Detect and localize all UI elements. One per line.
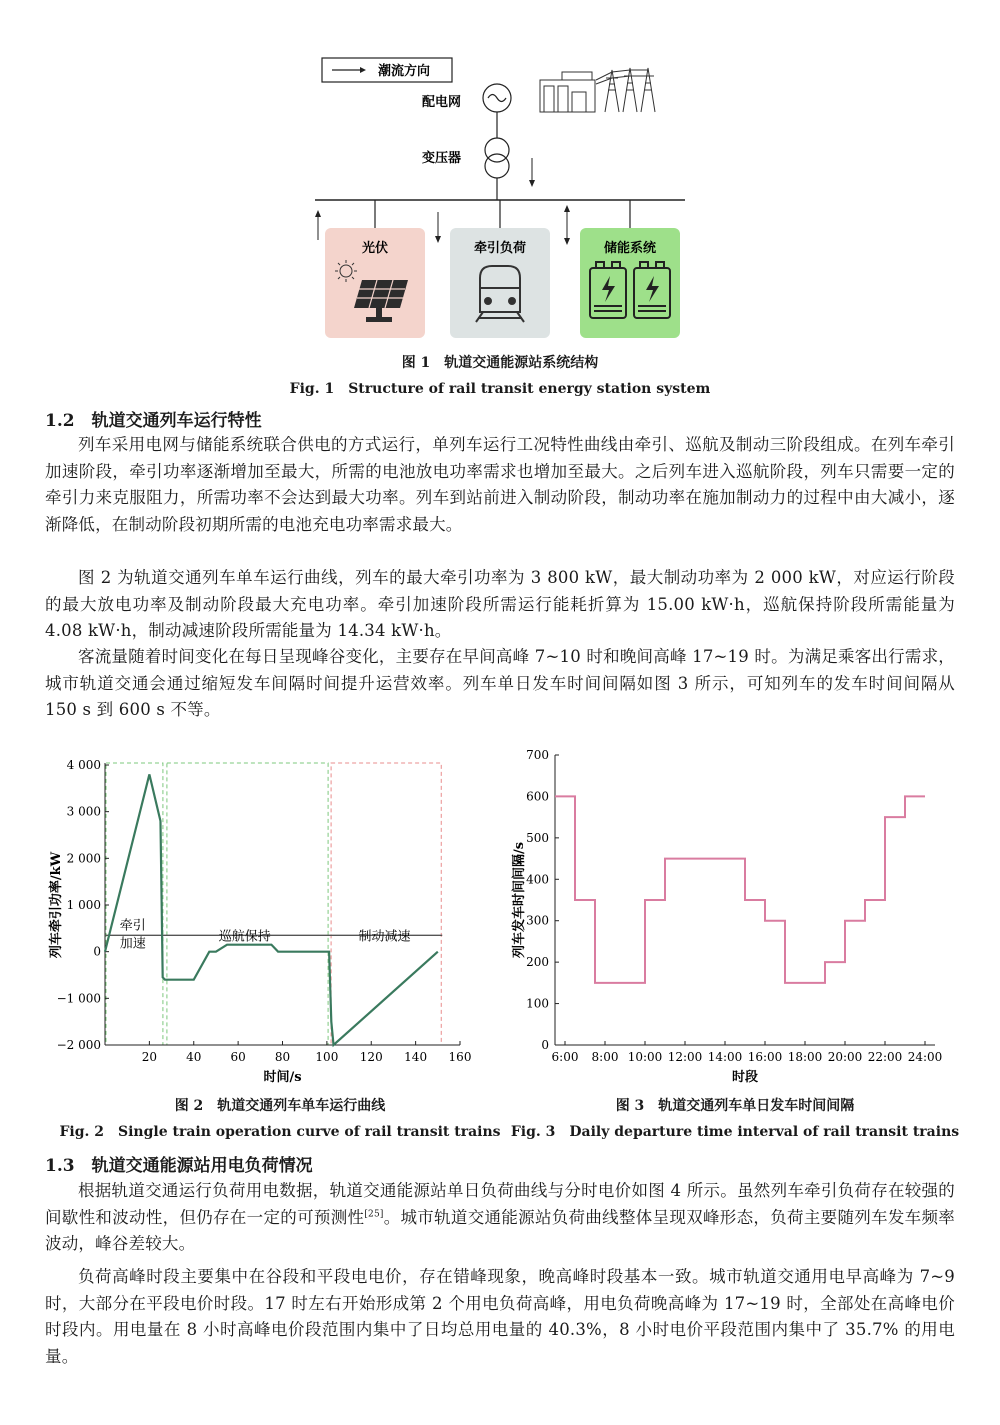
section-heading-1-3: 1.3 轨道交通能源站用电负荷情况 [45, 1156, 313, 1176]
phase-box [167, 763, 328, 1045]
figure-3-caption-en: Fig. 3 Daily departure time interval of rail transit trains [510, 1124, 960, 1140]
paragraph: 客流量随着时间变化在每日呈现峰谷变化，主要存在早间高峰 7~10 时和晚间高峰 17~19 时。为满足乘客出行需求，城市轨道交通会通过缩短发车间隔时间提升运营效率。列车单日发车时间间隔如图 3 所示，可知列车的发车时间间隔从 150 s 到 600 s 不等。 [45, 647, 955, 719]
y-tick-label: 400 [526, 872, 549, 887]
x-tick-label: 20:00 [827, 1050, 863, 1064]
x-tick-label: 6:00 [551, 1050, 579, 1064]
x-tick-label: 18:00 [787, 1050, 823, 1064]
paragraph-text: 根据轨道交通运行负荷用电数据，轨道交通能源站单日负荷曲线与分时电价如图 4 所示。虽然列车牵引负荷存在较强的间歇性和波动性，但仍存在一定的可预测性 [45, 1181, 955, 1227]
figure-2-caption-en: Fig. 2 Single train operation curve of rail transit trains [59, 1124, 501, 1140]
phase-box [331, 763, 441, 1045]
x-axis-label: 时间/s [263, 1070, 302, 1085]
y-axis-label: 列车牵引功率/kW [49, 851, 64, 959]
y-tick-label: −2 000 [56, 1038, 101, 1052]
x-tick-label: 100 [315, 1050, 339, 1064]
y-tick-label: 200 [526, 955, 549, 970]
figure-3-caption-cn: 图 3 轨道交通列车单日发车时间间隔 [615, 1098, 855, 1114]
y-tick-label: 100 [526, 996, 549, 1011]
transformer-label: 变压器 [422, 151, 462, 166]
figure-3-chart [505, 740, 965, 1090]
transformer-icon [485, 138, 509, 178]
citation-ref: [25] [364, 1209, 384, 1219]
y-axis-label: 列车发车时间间隔/s [512, 841, 527, 959]
y-tick-label: 300 [526, 913, 549, 928]
x-tick-label: 80 [274, 1050, 291, 1064]
figure-1-caption-en: Fig. 1 Structure of rail transit energy station system [289, 381, 711, 397]
figure-1-diagram [300, 50, 700, 350]
paragraph: 列车采用电网与储能系统联合供电的方式运行，单列车运行工况特性曲线由牵引、巡航及制动三阶段组成。在列车牵引加速阶段，牵引功率逐渐增加至最大，所需的电池放电功率需求也增加至最大。之后列车进入巡航阶段，列车只需要一定的牵引力来克服阻力，所需功率不会达到最大功率。列车到站前进入制动阶段，制动功率在施加制动力的过程中由大减小，逐渐降低，在制动阶段初期所需的电池充电功率需求最大。 [45, 435, 955, 534]
x-tick-label: 12:00 [667, 1050, 703, 1064]
legend-label: 潮流方向 [378, 64, 431, 79]
x-tick-label: 22:00 [867, 1050, 903, 1064]
series-line [555, 796, 925, 982]
y-tick-label: 0 [93, 944, 101, 959]
x-tick-label: 24:00 [907, 1050, 943, 1064]
y-tick-label: −1 000 [56, 991, 101, 1006]
grid-label: 配电网 [422, 95, 462, 110]
x-tick-label: 60 [230, 1050, 246, 1064]
x-tick-label: 16:00 [747, 1050, 783, 1064]
x-axis-label: 时段 [731, 1070, 759, 1085]
figure-2-chart [40, 740, 500, 1090]
phase-label: 制动减速 [358, 929, 411, 945]
storage-label: 储能系统 [603, 241, 657, 256]
traction-load-label: 牵引负荷 [473, 241, 527, 256]
y-tick-label: 700 [526, 748, 549, 762]
phase-label: 牵引 [119, 918, 146, 934]
paragraph-text: 。城市轨道交通能源站负荷曲线整体呈现双峰形态，负荷主要随列车发车频率波动，峰谷差较大。 [45, 1207, 955, 1253]
figure-1-caption-cn: 图 1 轨道交通能源站系统结构 [401, 355, 599, 371]
paragraph: 图 2 为轨道交通列车单车运行曲线，列车的最大牵引功率为 3 800 kW，最大制动功率为 2 000 kW，对应运行阶段的最大放电功率及制动阶段最大充电功率。牵引加速阶段所需运行能耗折算为 15.00 kW·h，巡航保持阶段所需能量为 4.08 kW·h，制动减速阶段所需能量为 14.34 kW·h。 [45, 568, 955, 640]
x-tick-label: 40 [186, 1050, 202, 1064]
y-tick-label: 3 000 [66, 804, 101, 819]
x-tick-label: 10:00 [627, 1050, 663, 1064]
x-tick-label: 14:00 [707, 1050, 743, 1064]
transmission-tower-icon [596, 68, 655, 112]
phase-box [106, 763, 163, 1045]
pv-label: 光伏 [361, 241, 389, 256]
y-tick-label: 2 000 [66, 851, 101, 866]
x-tick-label: 140 [404, 1050, 428, 1064]
figure-2-caption-cn: 图 2 轨道交通列车单车运行曲线 [174, 1098, 386, 1114]
series-line [105, 774, 438, 1045]
x-tick-label: 20 [141, 1050, 158, 1064]
y-tick-label: 600 [526, 789, 549, 804]
y-tick-label: 0 [541, 1038, 549, 1052]
substation-icon [540, 72, 595, 112]
paragraph: 负荷高峰时段主要集中在谷段和平段电电价，存在错峰现象，晚高峰时段基本一致。城市轨道交通用电早高峰为 7~9 时，大部分在平段电价时段。17 时左右开始形成第 2 个用电负荷高峰，用电负荷晚高峰为 17~19 时，全部处在高峰电价时段内。用电量在 8 小时高峰电价段范围内集中了日均总用电量的 40.3%，8 小时电价平段范围内集中了 35.7% 的用电量。 [45, 1267, 955, 1366]
y-tick-label: 500 [526, 830, 549, 845]
x-tick-label: 160 [448, 1050, 472, 1064]
paragraph [45, 1178, 955, 1258]
x-tick-label: 8:00 [591, 1050, 619, 1064]
phase-label: 加速 [119, 936, 146, 952]
section-heading-1-2: 1.2 轨道交通列车运行特性 [45, 411, 262, 431]
y-tick-label: 4 000 [66, 758, 101, 772]
x-tick-label: 120 [359, 1050, 383, 1064]
y-tick-label: 1 000 [66, 898, 101, 912]
phase-label: 巡航保持 [218, 929, 271, 945]
